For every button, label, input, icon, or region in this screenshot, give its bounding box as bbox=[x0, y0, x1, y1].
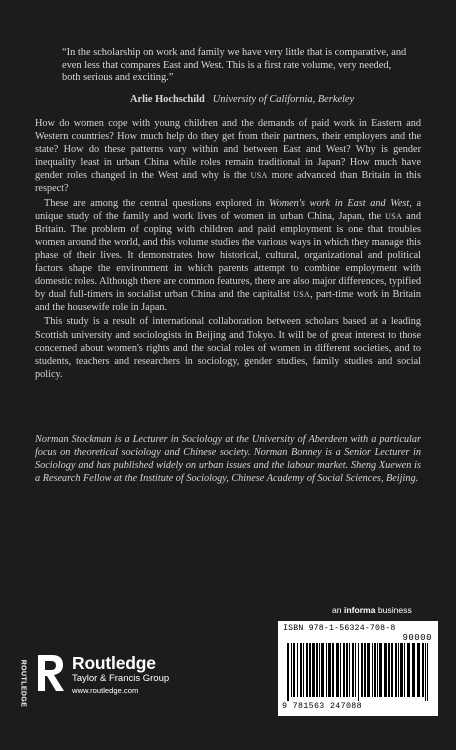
blurb-paragraph-2 bbox=[35, 197, 421, 315]
barcode-bar bbox=[352, 643, 354, 697]
barcode-bar bbox=[425, 643, 426, 701]
barcode-bar bbox=[377, 643, 378, 697]
barcode-bar bbox=[422, 643, 424, 697]
barcode-bar bbox=[417, 643, 420, 697]
publisher-group: Taylor & Francis Group bbox=[72, 673, 170, 684]
barcode-bar bbox=[309, 643, 311, 697]
barcode-bar bbox=[355, 643, 356, 697]
barcode-bar bbox=[412, 643, 415, 697]
quote-attribution bbox=[130, 94, 430, 105]
publisher-url: www.routledge.com bbox=[72, 686, 139, 695]
barcode-bar bbox=[400, 643, 403, 697]
isbn-text: ISBN 978-1-56324-708-8 bbox=[283, 624, 396, 633]
barcode-bar bbox=[303, 643, 304, 697]
book-title: Women's work in East and West bbox=[268, 197, 410, 209]
barcode-bar bbox=[321, 643, 324, 697]
price-code: 90000 bbox=[402, 633, 432, 643]
barcode-bar bbox=[358, 643, 359, 701]
barcode-bar bbox=[407, 643, 410, 697]
blurb-text: , a unique study of the family and work lives of women in urban China, Japan, the bbox=[35, 197, 421, 222]
blurb-text: and Britain. The problem of coping with children and paid employment is one that troubles women around the world, and this volume studies the various ways in which they manage this phase of their lives. It demonstrates how historical, cultural, organizational and political factors shape the environment in which parents attempt to combine employment with domestic roles. Although there are common features, there are also major differences, typified by dual full-timers in socialist urban China and the capitalist bbox=[35, 210, 422, 301]
barcode-bar bbox=[340, 643, 341, 697]
barcode-bar bbox=[427, 643, 428, 701]
barcode-bar bbox=[395, 643, 397, 697]
informa-suffix: business bbox=[375, 605, 412, 615]
small-caps-usa: USA bbox=[293, 290, 311, 300]
barcode-bar bbox=[361, 643, 363, 697]
barcode-bar bbox=[332, 643, 334, 697]
barcode-panel bbox=[278, 621, 438, 716]
barcode-bar bbox=[384, 643, 387, 697]
blurb bbox=[35, 117, 421, 382]
publisher-block bbox=[72, 653, 169, 697]
barcode-bar bbox=[326, 643, 327, 697]
endorsement-quote: “In the scholarship on work and family we have very little that is comparative, and even less that compares East and West. This is a first rate volume, very needed, both serious and exciting.” bbox=[62, 47, 407, 84]
barcode-bar bbox=[346, 643, 348, 697]
informa-tagline bbox=[332, 605, 412, 615]
barcode-bar bbox=[316, 643, 318, 697]
barcode-icon bbox=[283, 643, 433, 701]
quote-author: Arlie Hochschild bbox=[130, 94, 205, 105]
barcode-bar bbox=[379, 643, 382, 697]
barcode-bar bbox=[319, 643, 320, 697]
barcode-bar bbox=[398, 643, 399, 697]
barcode-bar bbox=[388, 643, 390, 697]
blurb-text: more advanced than Britain in this respect? bbox=[35, 170, 421, 195]
barcode-bar bbox=[312, 643, 315, 697]
barcode-bar bbox=[328, 643, 331, 697]
barcode-bar bbox=[306, 643, 308, 697]
vertical-logo-text: ROUTLEDGE bbox=[19, 659, 27, 708]
blurb-text: , part-time work in Britain and the housewife role in Japan. bbox=[35, 289, 422, 314]
barcode-bar bbox=[367, 643, 370, 697]
barcode-bar bbox=[291, 643, 292, 697]
barcode-bar bbox=[349, 643, 350, 697]
barcode-bar bbox=[364, 643, 366, 697]
routledge-logo-icon bbox=[36, 653, 66, 693]
routledge-vertical-logo bbox=[17, 660, 27, 710]
barcode-bar bbox=[293, 643, 295, 697]
barcode-bar bbox=[300, 643, 302, 697]
quote-affiliation: University of California, Berkeley bbox=[212, 94, 355, 105]
barcode-bar bbox=[287, 643, 289, 701]
barcode-bar bbox=[297, 643, 298, 697]
blurb-paragraph-1 bbox=[35, 117, 421, 196]
barcode-bar bbox=[404, 643, 405, 697]
barcode-bar bbox=[336, 643, 339, 697]
blurb-paragraph-3: This study is a result of international collaboration between scholars based at a leading Scottish university and sociologists in Beijing and Tokyo. It will be of great interest to those concerned about women's rights and the social roles of women in different societies, and to students, teachers and researchers in sociology, gender studies, family studies and social policy. bbox=[35, 316, 421, 380]
small-caps-usa: USA bbox=[250, 171, 268, 181]
ean-number: 9 781563 247088 bbox=[282, 702, 362, 711]
blurb-text: These are among the central questions explored in bbox=[44, 197, 269, 209]
author-bios: Norman Stockman is a Lecturer in Sociology at the University of Aberdeen with a particular focus on theoretical sociology and Chinese society. Norman Bonney is a Senior Lecturer in Sociology and has published widely on urban issues and the labour market. Sheng Xuewen is a Research Fellow at the Institute of Sociology, Chinese Academy of Social Sciences, Beijing. bbox=[35, 434, 421, 485]
barcode-bar bbox=[372, 643, 373, 697]
small-caps-usa: USA bbox=[385, 211, 403, 221]
barcode-bar bbox=[343, 643, 345, 697]
barcode-bar bbox=[391, 643, 393, 697]
blurb-text: How do women cope with young children and the demands of paid work in Eastern and Western countries? How much help do they get from their partners, their employers and the state? How do these patterns vary within and between East and West? Why is gender inequality least in urban China while roles remain traditional in Japan? How much have gender roles changed in the West and why is the bbox=[35, 118, 421, 182]
informa-prefix: an bbox=[332, 605, 344, 615]
informa-brand: informa bbox=[343, 605, 376, 615]
barcode-bar bbox=[374, 643, 376, 697]
publisher-name: Routledge bbox=[72, 653, 156, 673]
